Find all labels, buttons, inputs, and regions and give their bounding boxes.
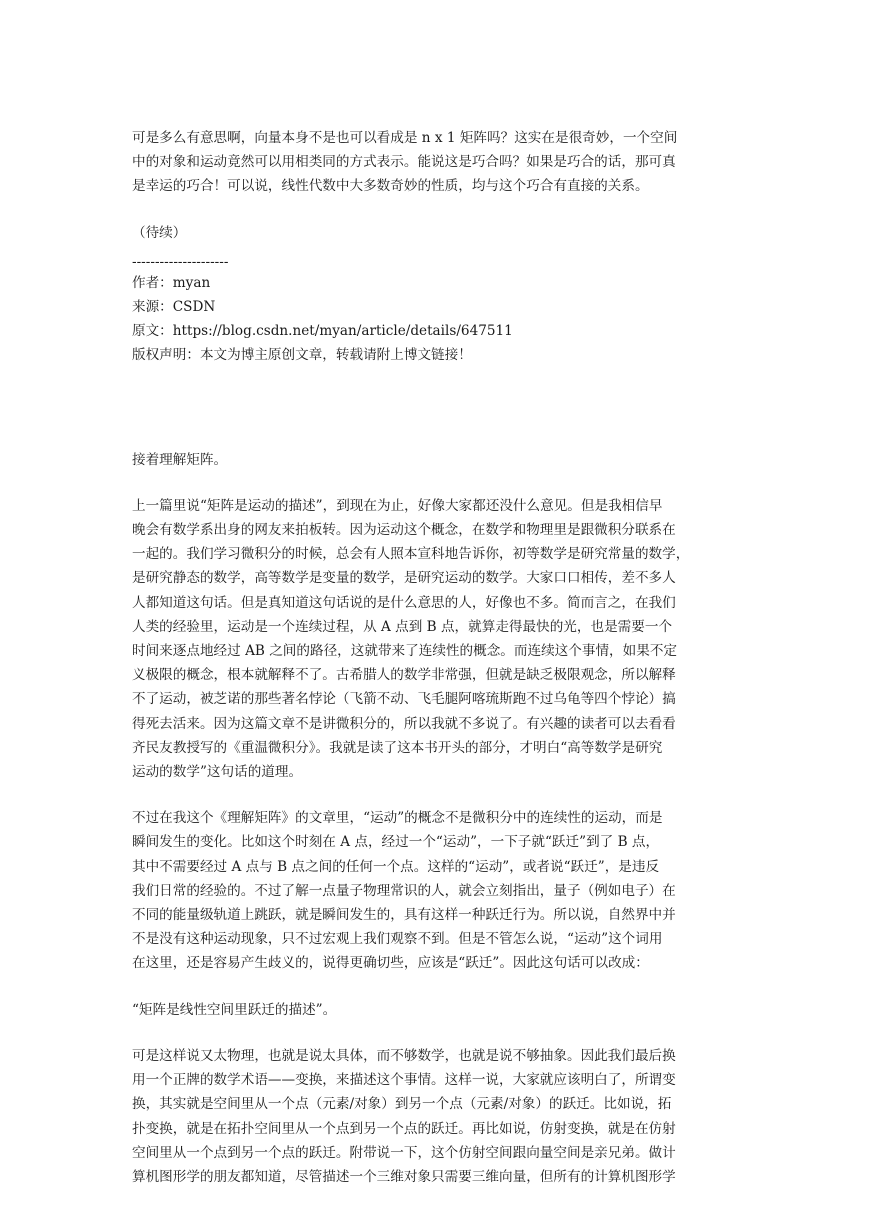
text-line: 不同的能量级轨道上跳跃，就是瞬间发生的，具有这样一种跃迁行为。所以说，自然界中并	[132, 907, 676, 924]
text-line: 义极限的概念，根本就解释不了。古希腊人的数学非常强，但就是缺乏极限观念，所以解释	[132, 667, 676, 684]
paragraph-quote	[132, 998, 738, 1022]
copyright-line: 版权声明：本文为博主原创文章，转载请附上博文链接！	[132, 347, 472, 364]
text-line: 接着理解矩阵。	[132, 451, 228, 468]
text-line: 空间里从一个点到另一个点的跃迁。附带说一下，这个仿射空间跟向量空间是亲兄弟。做计	[132, 1144, 676, 1161]
text-line: 可是这样说又太物理，也就是说太具体，而不够数学，也就是说不够抽象。因此我们最后换	[132, 1047, 676, 1064]
article-body	[132, 126, 738, 1211]
text-line: 不过在我这个《理解矩阵》的文章里，“运动”的概念不是微积分中的连续性的运动，而是	[132, 810, 663, 827]
text-line: 是幸运的巧合！可以说，线性代数中大多数奇妙的性质，均与这个巧合有直接的关系。	[132, 178, 649, 195]
text-line: 人类的经验里，运动是一个连续过程，从 A 点到 B 点，就算走得最快的光，也是需要一个	[132, 618, 673, 635]
text-line: 不是没有这种运动现象，只不过宏观上我们观察不到。但是不管怎么说，“运动”这个词用	[132, 931, 663, 948]
divider: ---------------------	[132, 253, 229, 270]
text-line: 用一个正牌的数学术语——变换，来描述这个事情。这样一说，大家就应该明白了，所谓变	[132, 1072, 676, 1089]
text-line: 人都知道这句话。但是真知道这句话说的是什么意思的人，好像也不多。简而言之，在我们	[132, 594, 676, 611]
paragraph-transformation	[132, 1044, 738, 1189]
author-line: 作者：myan	[132, 274, 211, 291]
text-line: 瞬间发生的变化。比如这个时刻在 A 点，经过一个“运动”，一下子就“跃迁”到了 B 点，	[132, 834, 660, 851]
paragraph-leap	[132, 806, 738, 975]
original-link[interactable]: 原文：https://blog.csdn.net/myan/article/details/647511	[132, 323, 513, 340]
text-line: 晚会有数学系出身的网友来拍板转。因为运动这个概念，在数学和物理里是跟微积分联系在	[132, 522, 676, 539]
paragraph-motion-calculus	[132, 494, 738, 784]
text-line: 在这里，还是容易产生歧义的，说得更确切些，应该是“跃迁”。因此这句话可以改成：	[132, 955, 649, 972]
text-line: 上一篇里说“矩阵是运动的描述”，到现在为止，好像大家都还没什么意见。但是我相信早	[132, 497, 663, 514]
text-line: 齐民友教授写的《重温微积分》。我就是读了这本书开头的部分，才明白“高等数学是研究	[132, 739, 663, 756]
text-line: 我们日常的经验的。不过了解一点量子物理常识的人，就会立刻指出，量子（例如电子）在	[132, 882, 676, 899]
spacer	[132, 408, 738, 448]
text-line: 算机图形学的朋友都知道，尽管描述一个三维对象只需要三维向量，但所有的计算机图形学	[132, 1168, 676, 1185]
article-meta	[132, 221, 738, 368]
text-line: 一起的。我们学习微积分的时候，总会有人照本宣科地告诉你，初等数学是研究常量的数学，	[132, 546, 690, 563]
text-line: 运动的数学”这句话的道理。	[132, 764, 303, 781]
text-line: 其中不需要经过 A 点与 B 点之间的任何一个点。这样的“运动”，或者说“跃迁”，是违反	[132, 858, 660, 875]
text-line: 不了运动，被芝诺的那些著名悖论（飞箭不动、飞毛腿阿喀琉斯跑不过乌龟等四个悖论）搞	[132, 691, 676, 708]
text-line: 扑变换，就是在拓扑空间里从一个点到另一个点的跃迁。再比如说，仿射变换，就是在仿射	[132, 1120, 676, 1137]
text-line: 换，其实就是空间里从一个点（元素/对象）到另一个点（元素/对象）的跃迁。比如说，拓	[132, 1096, 672, 1113]
text-line: 得死去活来。因为这篇文章不是讲微积分的，所以我就不多说了。有兴趣的读者可以去看看	[132, 715, 676, 732]
text-line: 可是多么有意思啊，向量本身不是也可以看成是 n x 1 矩阵吗？这实在是很奇妙，一个空间	[132, 130, 678, 146]
text-line: 是研究静态的数学，高等数学是变量的数学，是研究运动的数学。大家口口相传，差不多人	[132, 570, 676, 587]
to-be-continued: （待续）	[132, 224, 187, 241]
source-line: 来源：CSDN	[132, 299, 216, 316]
quote-line: “矩阵是线性空间里跃迁的描述”。	[132, 1001, 337, 1018]
text-line: 中的对象和运动竟然可以用相类同的方式表示。能说这是巧合吗？如果是巧合的话，那可真	[132, 154, 676, 171]
paragraph-intro	[132, 448, 738, 472]
text-line: 时间来逐点地经过 AB 之间的路径，这就带来了连续性的概念。而连续这个事情，如果不定	[132, 643, 678, 660]
paragraph-vector-matrix	[132, 126, 738, 199]
